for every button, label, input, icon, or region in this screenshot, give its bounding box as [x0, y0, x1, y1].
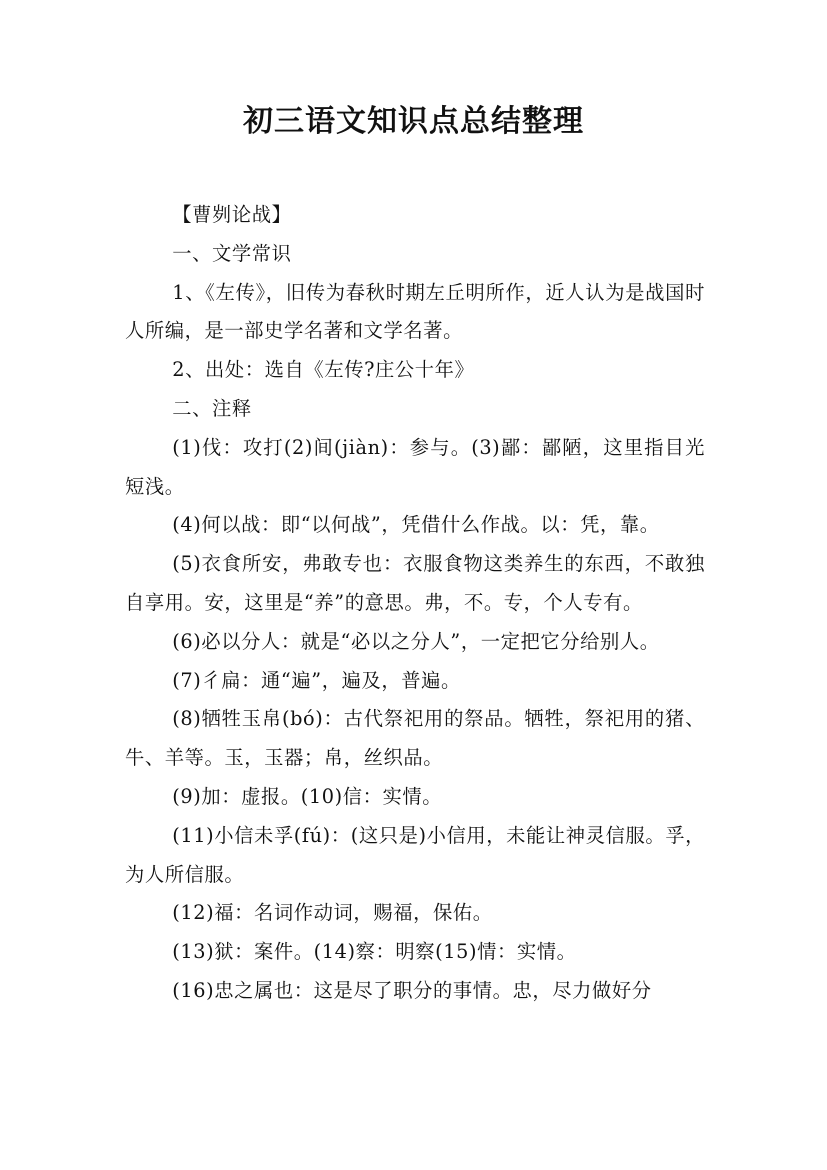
- annotation-paragraph: (11)小信未孚(fú)：(这只是)小信用，未能让神灵信服。孚，为人所信服。: [125, 823, 705, 886]
- section-heading: 【曹刿论战】: [172, 203, 292, 226]
- annotation-paragraph: (7)彳扁：通“遍”，遍及，普遍。: [172, 668, 461, 692]
- annotation-paragraph: (4)何以战：即“以何战”，凭借什么作战。以：凭，靠。: [172, 513, 660, 537]
- subsection-heading: 二、注释: [172, 396, 252, 420]
- annotation-paragraph: (9)加：虚报。(10)信：实情。: [172, 784, 443, 808]
- annotation-paragraph: (6)必以分人：就是“必以之分人”，一定把它分给别人。: [172, 629, 660, 653]
- annotation-paragraph: (8)牺牲玉帛(bó)：古代祭祀用的祭品。牺牲，祭祀用的猪、牛、羊等。玉，玉器；帛，丝织品。: [125, 707, 705, 770]
- annotation-paragraph: (5)衣食所安，弗敢专也：衣服食物这类养生的东西，不敢独自享用。安，这里是“养”的意思。弗，不。专，个人专有。: [125, 552, 705, 614]
- paragraph: 1、《左传》，旧传为春秋时期左丘明所作，近人认为是战国时人所编，是一部史学名著和文学名著。: [125, 280, 705, 343]
- annotation-paragraph: (1)伐：攻打(2)间(jiàn)：参与。(3)鄙：鄙陋，这里指目光短浅。: [125, 435, 705, 498]
- annotation-paragraph: (16)忠之属也：这是尽了职分的事情。忠，尽力做好分: [172, 978, 652, 1002]
- annotation-paragraph: (13)狱：案件。(14)察：明察(15)情：实情。: [172, 940, 577, 964]
- paragraph: 2、出处：选自《左传?庄公十年》: [172, 358, 475, 382]
- subsection-heading: 一、文学常识: [172, 241, 292, 265]
- document-body: [125, 196, 705, 1011]
- document-title: 初三语文知识点总结整理: [243, 104, 584, 139]
- annotation-paragraph: (12)福：名词作动词，赐福，保佑。: [172, 901, 493, 925]
